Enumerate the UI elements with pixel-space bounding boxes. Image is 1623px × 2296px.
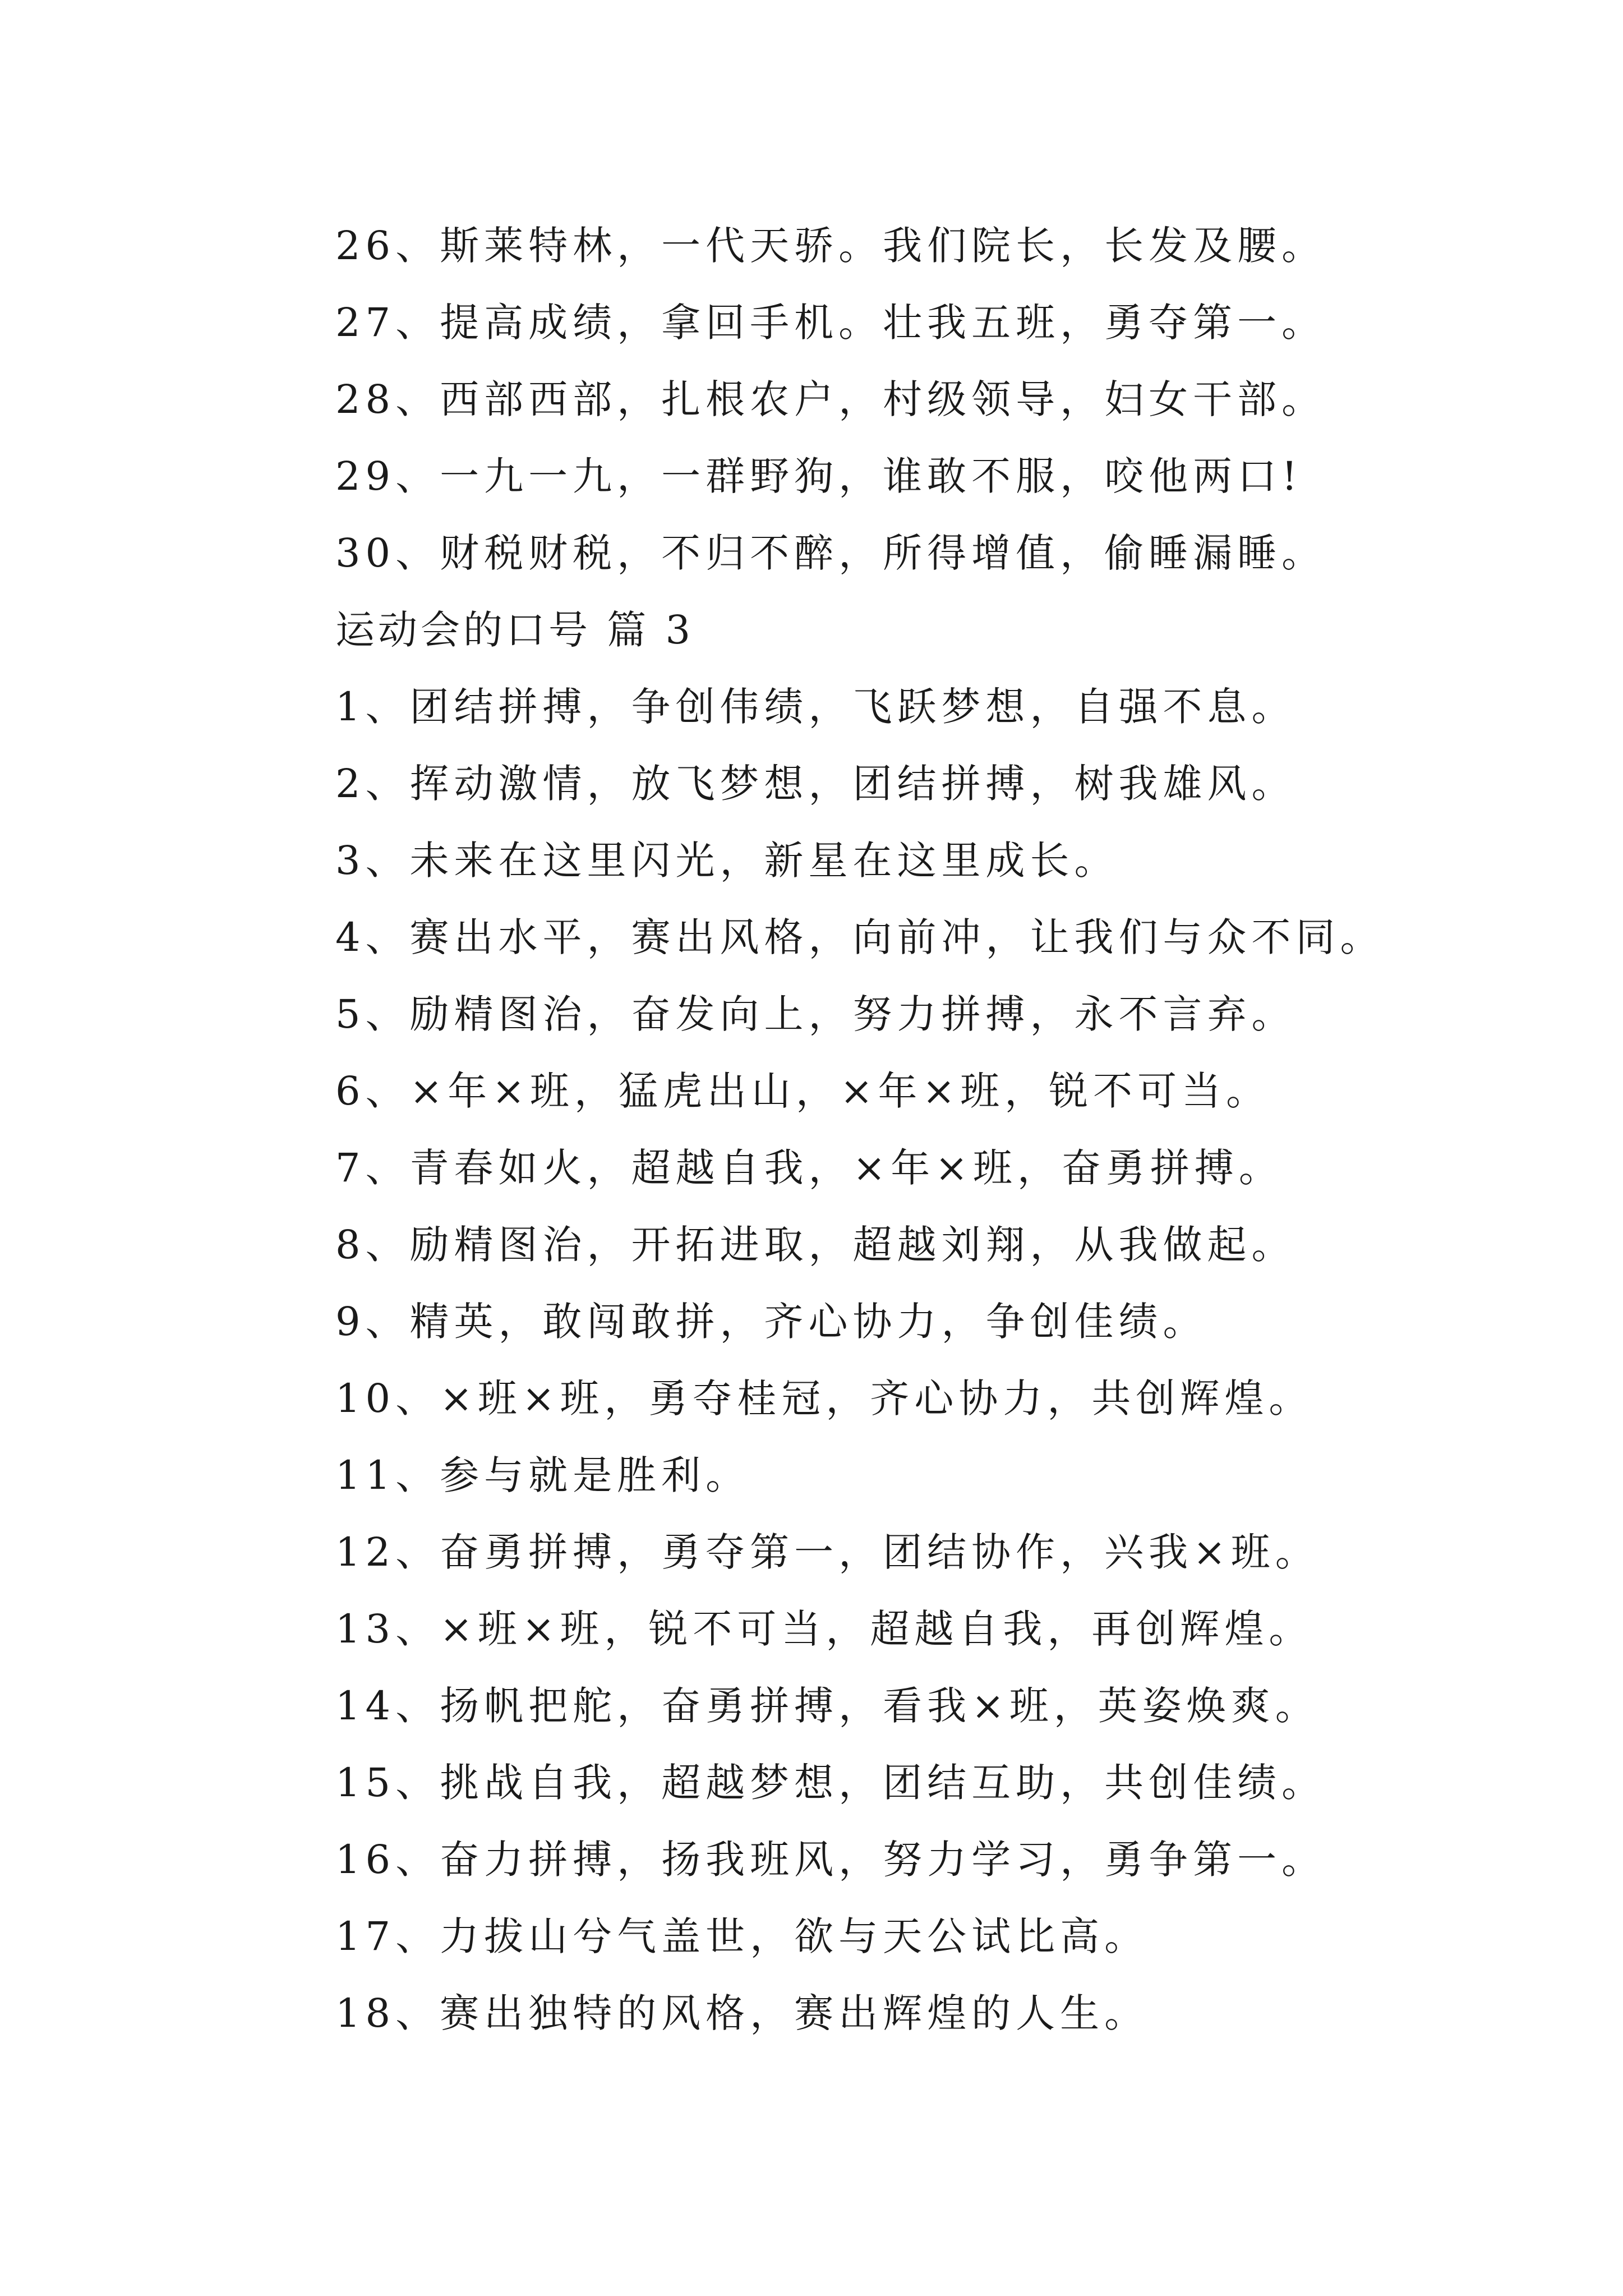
- slogan-line-12: 12、奋勇拼搏，勇夺第一，团结协作，兴我×班。: [335, 1529, 1320, 1575]
- slogan-line-27: 27、提高成绩，拿回手机。壮我五班，勇夺第一。: [335, 300, 1326, 346]
- slogan-line-3: 3、未来在这里闪光，新星在这里成长。: [335, 838, 1119, 884]
- slogan-line-28: 28、西部西部，扎根农户，村级领导，妇女干部。: [335, 376, 1326, 422]
- section-heading: 运动会的口号 篇 3: [335, 607, 694, 653]
- slogan-line-17: 17、力拔山兮气盖世，欲与天公试比高。: [335, 1913, 1149, 1959]
- document-body: [335, 208, 1513, 2052]
- slogan-line-16: 16、奋力拼搏，扬我班风，努力学习，勇争第一。: [335, 1837, 1326, 1883]
- slogan-line-8: 8、励精图治，开拓进取，超越刘翔，从我做起。: [335, 1222, 1296, 1268]
- slogan-line-30: 30、财税财税，不归不醉，所得增值，偷睡漏睡。: [335, 530, 1326, 576]
- slogan-line-9: 9、精英，敢闯敢拼，齐心协力，争创佳绩。: [335, 1299, 1207, 1345]
- slogan-line-2: 2、挥动激情，放飞梦想，团结拼搏，树我雄风。: [335, 761, 1296, 807]
- slogan-line-26: 26、斯莱特林，一代天骄。我们院长，长发及腰。: [335, 223, 1326, 269]
- slogan-line-18: 18、赛出独特的风格，赛出辉煌的人生。: [335, 1990, 1149, 2036]
- slogan-line-15: 15、挑战自我，超越梦想，团结互助，共创佳绩。: [335, 1760, 1326, 1806]
- slogan-line-5: 5、励精图治，奋发向上，努力拼搏，永不言弃。: [335, 991, 1296, 1037]
- slogan-line-1: 1、团结拼搏，争创伟绩，飞跃梦想，自强不息。: [335, 684, 1296, 730]
- slogan-line-14: 14、扬帆把舵，奋勇拼搏，看我×班，英姿焕爽。: [335, 1683, 1320, 1729]
- slogan-line-7: 7、青春如火，超越自我，×年×班，奋勇拼搏。: [335, 1145, 1283, 1191]
- slogan-line-29: 29、一九一九，一群野狗，谁敢不服，咬他两口!: [335, 453, 1303, 499]
- slogan-line-6: 6、×年×班，猛虎出山，×年×班，锐不可当。: [335, 1068, 1271, 1114]
- slogan-line-11: 11、参与就是胜利。: [335, 1452, 750, 1498]
- slogan-line-4: 4、赛出水平，赛出风格，向前冲，让我们与众不同。: [335, 914, 1385, 960]
- slogan-line-13: 13、×班×班，锐不可当，超越自我，再创辉煌。: [335, 1606, 1313, 1652]
- slogan-line-10: 10、×班×班，勇夺桂冠，齐心协力，共创辉煌。: [335, 1375, 1313, 1421]
